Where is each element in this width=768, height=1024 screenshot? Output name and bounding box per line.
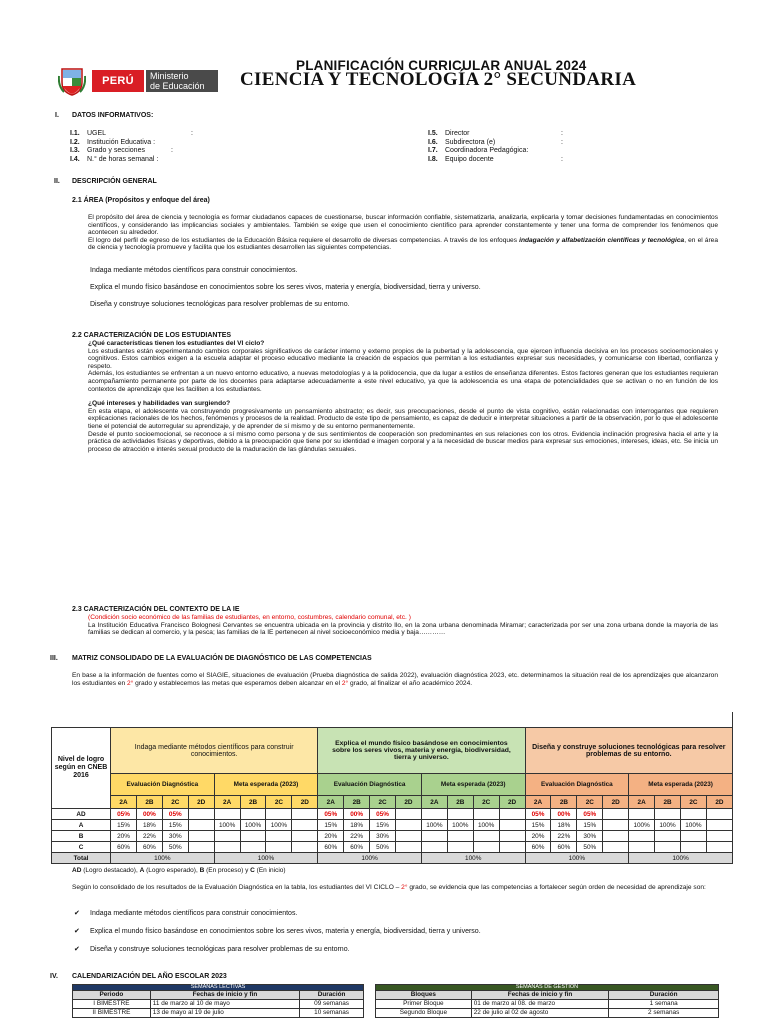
value-cell [655, 842, 681, 853]
value-cell: 100% [421, 820, 447, 831]
legend-text: (En inicio) [254, 867, 286, 874]
value-cell: 22% [344, 831, 370, 842]
value-cell [266, 831, 292, 842]
value-cell: 00% [136, 809, 162, 820]
section-1-number: I. [55, 112, 59, 119]
value-cell: 22% [136, 831, 162, 842]
value-cell [214, 809, 240, 820]
value-cell: 50% [370, 842, 396, 853]
value-cell [396, 831, 422, 842]
gestion-header-row [376, 991, 719, 1000]
value-cell: 30% [370, 831, 396, 842]
subsection-2-3-title: 2.3 CARACTERIZACIÓN DEL CONTEXTO DE LA IE [72, 606, 240, 613]
value-cell: 60% [551, 842, 577, 853]
value-cell [680, 831, 706, 842]
value-cell: 30% [577, 831, 603, 842]
section-cell: 2C [266, 796, 292, 809]
dato-num: I.3. [70, 147, 80, 154]
level-legend [72, 867, 286, 875]
area-p2-text-end: , en el área de ciencia y tecnología promueve y facilita que los estudiantes desarrollen las siguientes competencias. [88, 236, 718, 252]
legend-text: (Logro destacado), [81, 867, 140, 874]
value-cell: 15% [577, 820, 603, 831]
list-item [72, 267, 712, 284]
dato-row [70, 130, 330, 139]
value-cell: 18% [136, 820, 162, 831]
matriz-intro [72, 672, 718, 687]
section-cell: 2D [188, 796, 214, 809]
check-icon: ✔ [74, 946, 80, 953]
dato-label: Subdirectora (e) [445, 138, 496, 146]
section-cell: 2A [111, 796, 137, 809]
table-row [52, 831, 733, 842]
fecha-cell: 11 de marzo al 10 de mayo [150, 1000, 299, 1009]
value-cell [603, 831, 629, 842]
competencia-text: Explica el mundo físico basándose en conocimientos sobre los seres vivos, materia y energía, biodiversidad, tierra y universo. [90, 284, 481, 291]
value-cell [447, 831, 473, 842]
col-header: Bloques [376, 991, 472, 1000]
value-cell: 60% [344, 842, 370, 853]
value-cell: 20% [111, 831, 137, 842]
value-cell: 50% [162, 842, 188, 853]
estudiantes-paragraph-2: Además, los estudiantes se enfrentan a un nuevo entorno educativo, a nuevas metodologías y a la polidocencia, que da lugar a estilos de enseñanza diferentes. Estos factores generan que los estudiantes requieran acompañamiento permanente por parte de los docentes para adaptarse adecuadamente a este nivel educativo, ya que la adolescencia es una etapa de potencialidades que se activan o no en función de los contextos de aprendizaje que les faciliten a los estudiantes. [88, 370, 718, 393]
list-item [74, 928, 714, 946]
value-cell: 20% [525, 831, 551, 842]
value-cell [680, 809, 706, 820]
value-cell [603, 842, 629, 853]
eval-header: Evaluación Diagnóstica [318, 774, 422, 796]
value-cell: 00% [344, 809, 370, 820]
area-p2-emphasis: indagación y alfabetización científicas y tecnológica [519, 236, 685, 244]
duracion-cell: 10 semanas [300, 1009, 364, 1018]
value-cell: 18% [551, 820, 577, 831]
dato-label: Institución Educativa : [87, 138, 156, 146]
gestion-table [375, 984, 719, 1018]
value-cell [706, 809, 732, 820]
value-cell: 30% [162, 831, 188, 842]
value-cell: 60% [318, 842, 344, 853]
ministry-line1: Ministerio [150, 71, 189, 81]
section-cell: 2B [655, 796, 681, 809]
question-1: ¿Qué características tienen los estudiantes del VI ciclo? [88, 340, 265, 347]
value-cell [447, 809, 473, 820]
consolidado-text-1: Según lo consolidado de los resultados de la Evaluación Diagnóstica en la tabla, los estudiantes del VI CICLO – [72, 884, 402, 891]
value-cell: 15% [525, 820, 551, 831]
value-cell [473, 831, 499, 842]
section-3-number: III. [50, 655, 58, 662]
dato-label: Coordinadora Pedagógica: [445, 147, 529, 154]
competencia-text: Explica el mundo físico basándose en conocimientos sobre los seres vivos, materia y energía, biodiversidad, tierra y universo. [90, 928, 481, 935]
datos-right [428, 130, 628, 164]
value-cell [240, 842, 266, 853]
legend-text: (En proceso) y [204, 867, 251, 874]
dato-row [428, 156, 628, 165]
level-cell: AD [52, 809, 111, 820]
fecha-cell: 13 de mayo al 19 de julio [150, 1009, 299, 1018]
table-row [376, 1000, 719, 1009]
total-value: 100% [525, 853, 629, 864]
section-cell: 2A [629, 796, 655, 809]
section-4-title: CALENDARIZACIÓN DEL AÑO ESCOLAR 2023 [72, 973, 227, 980]
value-cell [240, 831, 266, 842]
intereses-paragraph-2: Desde el punto socioemocional, se reconoce a sí mismo como persona y de sus sentimientos de cooperación son predominantes en sus relaciones con los otros. Evidencia inclinación progresiva hacia el arte y la práctica de actividades físicas y deportivas, debido a la preocupación que tiene por su identidad e imagen corporal y a la necesidad de buscar medios para expresar sus emociones, intereses, ideas, etc. Se inicia un proceso de atracción e interés sexual producto de la maduración de las glándulas sexuales. [88, 430, 718, 453]
value-cell [188, 820, 214, 831]
value-cell [240, 809, 266, 820]
section-cell: 2D [706, 796, 732, 809]
value-cell [499, 831, 525, 842]
section-cell: 2C [680, 796, 706, 809]
section-cell: 2D [499, 796, 525, 809]
periodo-cell: I BIMESTRE [73, 1000, 151, 1009]
value-cell: 00% [551, 809, 577, 820]
value-cell [292, 820, 318, 831]
level-cell: C [52, 842, 111, 853]
table-row [52, 809, 733, 820]
peru-label: PERÚ [92, 70, 144, 92]
list-item [72, 301, 712, 318]
comp-header-explica: Explica el mundo físico basándose en conocimientos sobre los seres vivos, materia y energía, biodiversidad, tierra y universo. [318, 728, 525, 774]
doc-title: CIENCIA Y TECNOLOGÍA 2° SECUNDARIA [240, 69, 637, 90]
total-value: 100% [318, 853, 422, 864]
section-cell: 2A [525, 796, 551, 809]
bullet-icon [72, 301, 90, 318]
section-3-title: MATRIZ CONSOLIDADO DE LA EVALUACIÓN DE DIAGNÓSTICO DE LAS COMPETENCIAS [72, 655, 372, 662]
value-cell [214, 842, 240, 853]
level-cell: A [52, 820, 111, 831]
value-cell: 05% [577, 809, 603, 820]
doc-subtitle: PLANIFICACIÓN CURRICULAR ANUAL 2024 [296, 58, 587, 73]
table-row [52, 842, 733, 853]
duracion-cell: 1 semana [609, 1000, 719, 1009]
list-item [74, 910, 714, 928]
grade-highlight: 2° [127, 679, 134, 687]
datos-left [70, 130, 330, 164]
table-row [73, 1000, 364, 1009]
value-cell [499, 809, 525, 820]
value-cell [396, 842, 422, 853]
dato-row [428, 130, 628, 139]
value-cell [629, 842, 655, 853]
dato-label: Grado y secciones [87, 147, 145, 154]
value-cell [292, 831, 318, 842]
dato-label: Director [445, 130, 470, 137]
matriz-intro-paragraph [72, 672, 718, 687]
section-cell: 2C [162, 796, 188, 809]
subsection-2-2-title: 2.2 CARACTERIZACIÓN DE LOS ESTUDIANTES [72, 332, 232, 339]
section-cell: 2B [551, 796, 577, 809]
col-header: Fechas de inicio y fin [150, 991, 299, 1000]
level-cell: B [52, 831, 111, 842]
table-row [52, 820, 733, 831]
consolidado-text [72, 884, 718, 892]
list-item [72, 284, 712, 301]
gestion-title: SEMANAS DE GESTIÓN [376, 985, 719, 991]
contexto-note: (Condición socio económico de las familias de estudiantes, en entorno, costumbres, calendario comunal, etc. ) [88, 614, 411, 621]
dato-row [70, 156, 330, 165]
value-cell [421, 809, 447, 820]
dato-label: UGEL [87, 130, 107, 137]
value-cell: 05% [370, 809, 396, 820]
table-edge-mark [732, 712, 733, 728]
value-cell [292, 809, 318, 820]
value-cell [499, 820, 525, 831]
value-cell: 05% [162, 809, 188, 820]
table-row [73, 1009, 364, 1018]
value-cell [188, 809, 214, 820]
sections-row [52, 796, 733, 809]
section-2-title: DESCRIPCIÓN GENERAL [72, 178, 157, 185]
value-cell [706, 820, 732, 831]
competencia-text: Indaga mediante métodos científicos para construir conocimientos. [90, 910, 298, 917]
minedu-logo [58, 64, 218, 98]
section-cell: 2A [214, 796, 240, 809]
dato-colon: : [171, 147, 173, 154]
consolidado-paragraph [72, 884, 718, 892]
value-cell [214, 831, 240, 842]
lectivas-header-row [73, 991, 364, 1000]
value-cell: 18% [344, 820, 370, 831]
section-cell: 2B [136, 796, 162, 809]
subsection-2-1-title: 2.1 ÁREA (Propósitos y enfoque del área) [72, 197, 210, 204]
value-cell [655, 831, 681, 842]
value-cell [421, 831, 447, 842]
matriz-intro-text-3: grado, al finalizar el año académico 2024. [348, 679, 473, 687]
lectivas-table [72, 984, 364, 1018]
value-cell [188, 831, 214, 842]
value-cell [629, 809, 655, 820]
contexto-description [88, 614, 718, 637]
value-cell [680, 842, 706, 853]
value-cell [499, 842, 525, 853]
value-cell [706, 842, 732, 853]
dato-row [428, 139, 628, 148]
competencia-text: Diseña y construye soluciones tecnológicas para resolver problemas de su entorno. [90, 946, 350, 953]
fecha-cell: 01 de marzo al 08. de marzo [471, 1000, 609, 1009]
grade-highlight: 2° [341, 679, 349, 687]
check-icon: ✔ [74, 910, 80, 917]
value-cell [473, 842, 499, 853]
dato-colon: : [561, 130, 563, 137]
value-cell [396, 820, 422, 831]
value-cell [447, 842, 473, 853]
legend-key: AD [72, 867, 82, 874]
value-cell: 100% [214, 820, 240, 831]
value-cell: 15% [111, 820, 137, 831]
consolidado-text-2: grado, se evidencia que las competencias a fortalecer según orden de necesidad de aprendizaje son: [407, 884, 706, 891]
dato-num: I.1. [70, 130, 80, 137]
section-cell: 2B [240, 796, 266, 809]
value-cell [292, 842, 318, 853]
value-cell: 100% [266, 820, 292, 831]
matriz-intro-text: En base a la información de fuentes como el SIAGIE, situaciones de evaluación (Prueba diagnóstica de salida 2022), evaluación diagnóstica 2023, etc. determinamos la situación real de los aprendizajes que alcanzaron los estudiantes en [72, 672, 718, 687]
value-cell: 60% [136, 842, 162, 853]
eval-header: Evaluación Diagnóstica [111, 774, 215, 796]
total-value: 100% [421, 853, 525, 864]
value-cell [396, 809, 422, 820]
total-value: 100% [629, 853, 733, 864]
value-cell: 100% [240, 820, 266, 831]
value-cell: 05% [525, 809, 551, 820]
area-p2-text: El logro del perfil de egreso de los estudiantes de la Educación Básica requiere el desarrollo de diversas competencias. A través de los enfoques [88, 236, 520, 244]
value-cell: 60% [111, 842, 137, 853]
duracion-cell: 2 semanas [609, 1009, 719, 1018]
bloque-cell: Segundo Bloque [376, 1009, 472, 1018]
table-row [376, 1009, 719, 1018]
value-cell: 05% [111, 809, 137, 820]
fecha-cell: 22 de julio al 02 de agosto [471, 1009, 609, 1018]
section-cell: 2B [344, 796, 370, 809]
value-cell [706, 831, 732, 842]
competencia-text: Indaga mediante métodos científicos para construir conocimientos. [90, 267, 298, 274]
value-cell: 100% [447, 820, 473, 831]
dato-colon: : [561, 138, 563, 146]
duracion-cell: 09 semanas [300, 1000, 364, 1009]
competencia-text: Diseña y construye soluciones tecnológicas para resolver problemas de su entorno. [90, 301, 350, 308]
bloque-cell: Primer Bloque [376, 1000, 472, 1009]
total-row [52, 853, 733, 864]
meta-header: Meta esperada (2023) [421, 774, 525, 796]
dato-colon: : [561, 155, 563, 163]
legend-key: C [250, 867, 255, 874]
col-header: Duración [300, 991, 364, 1000]
area-description [88, 214, 718, 252]
legend-text: (Logro esperado), [144, 867, 200, 874]
grade-highlight: 2° [401, 884, 408, 891]
value-cell [473, 809, 499, 820]
dato-num: I.6. [428, 138, 438, 146]
value-cell: 100% [655, 820, 681, 831]
dato-row [70, 139, 330, 148]
periodo-cell: II BIMESTRE [73, 1009, 151, 1018]
dato-num: I.4. [70, 155, 80, 163]
estudiantes-description [88, 340, 718, 453]
list-item [74, 946, 714, 964]
value-cell [603, 809, 629, 820]
peru-shield-icon [58, 66, 86, 96]
dato-label: Equipo docente [445, 155, 494, 163]
section-cell: 2C [370, 796, 396, 809]
ministry-line2: de Educación [150, 80, 205, 91]
dato-label: N.° de horas semanal : [87, 155, 159, 163]
prioridades-list [74, 910, 714, 964]
section-cell: 2A [421, 796, 447, 809]
col-header: Duración [609, 991, 719, 1000]
dato-colon: : [191, 130, 193, 137]
value-cell [266, 809, 292, 820]
area-paragraph-1: El propósito del área de ciencia y tecnología es formar ciudadanos capaces de cuestionarse, buscar información confiable, sistematizarla, analizarla, explicarla y tomar decisiones fundamentadas en conocimientos científicos, y considerando las implicancias sociales y ambientales. También se exige que usen el conocimiento científico para aprender constantemente y tener una forma de comprender los fenómenos que acontecen su alrededor. [88, 214, 718, 237]
legend-key: A [139, 867, 145, 874]
diagnostic-table [51, 727, 733, 864]
table-subheader-row [52, 774, 733, 796]
dato-num: I.5. [428, 130, 438, 137]
level-header: Nivel de logro según en CNEB 2016 [52, 728, 111, 809]
dato-row [70, 147, 330, 156]
dato-num: I.8. [428, 155, 438, 163]
value-cell [421, 842, 447, 853]
section-cell: 2D [603, 796, 629, 809]
dato-num: I.7. [428, 147, 438, 154]
dato-row [428, 147, 628, 156]
value-cell [266, 842, 292, 853]
total-value: 100% [111, 853, 215, 864]
area-paragraph-2 [88, 237, 718, 252]
section-1-title: DATOS INFORMATIVOS: [72, 112, 154, 119]
meta-header: Meta esperada (2023) [214, 774, 318, 796]
value-cell: 100% [629, 820, 655, 831]
section-cell: 2B [447, 796, 473, 809]
intereses-paragraph-1: En esta etapa, el adolescente va construyendo progresivamente un pensamiento abstracto; es decir, sus preocupaciones, desde el punto de vista cognitivo, están relacionadas con interrogantes que requieren explicaciones racionales de los hechos, fenómenos y procesos de la realidad. Producto de este tipo de pensamiento, es capaz de deducir e interpretar situaciones a partir de la observación, por lo que el adolescente tiene el potencial de autorregular su aprendizaje, y de aprender de sí mismo y de su entorno permanentemente. [88, 407, 718, 430]
check-icon: ✔ [74, 928, 80, 935]
contexto-paragraph: La Institución Educativa Francisco Bolognesi Cervantes se encuentra ubicada en la provincia y distrito Ilo, en la zona urbana denominada Miramar; caracterizada por ser una zona urbana donde la mayoría de las familias se dedican al comercio, y la pesca; las familias de la IE pertenecen al nivel socioeconómico media y baja………… [88, 621, 718, 637]
comp-header-indaga: Indaga mediante métodos científicos para construir conocimientos. [111, 728, 318, 774]
total-label: Total [52, 853, 111, 864]
value-cell: 60% [525, 842, 551, 853]
value-cell: 22% [551, 831, 577, 842]
estudiantes-paragraph-1: Los estudiantes están experimentando cambios corporales significativos de carácter interno y externo propios de la pubertad y la adolescencia, que ejercen influencia decisiva en los procesos socioemocionales y cognitivos. Estos cambios exigen a la escuela adaptar el proceso educativo mediante la creación de espacios que permitan a los estudiantes expresar sus necesidades, y comunicarse con libertad, confianza y respeto. [88, 347, 718, 370]
value-cell: 20% [318, 831, 344, 842]
value-cell: 15% [318, 820, 344, 831]
bullet-icon [72, 284, 90, 301]
matriz-intro-text-2: grado y establecemos las metas que esperamos deben alcanzar en el [133, 679, 342, 687]
section-cell: 2D [396, 796, 422, 809]
total-value: 100% [214, 853, 318, 864]
value-cell: 15% [162, 820, 188, 831]
value-cell: 100% [680, 820, 706, 831]
section-cell: 2C [577, 796, 603, 809]
value-cell [188, 842, 214, 853]
section-4-number: IV. [50, 973, 58, 980]
question-2: ¿Qué intereses y habilidades van surgiendo? [88, 400, 231, 408]
value-cell [603, 820, 629, 831]
section-2-number: II. [54, 178, 60, 185]
value-cell: 50% [577, 842, 603, 853]
section-cell: 2A [318, 796, 344, 809]
dato-num: I.2. [70, 138, 80, 146]
lectivas-title: SEMANAS LECTIVAS [73, 985, 364, 991]
section-cell: 2C [473, 796, 499, 809]
col-header: Fechas de inicio y fin [471, 991, 609, 1000]
bullet-icon [72, 267, 90, 284]
value-cell [629, 831, 655, 842]
value-cell: 15% [370, 820, 396, 831]
ministry-label [146, 70, 218, 92]
table-header-row [52, 728, 733, 774]
section-cell: 2D [292, 796, 318, 809]
eval-header: Evaluación Diagnóstica [525, 774, 629, 796]
legend-key: B [199, 867, 205, 874]
meta-header: Meta esperada (2023) [629, 774, 733, 796]
comp-header-disena: Diseña y construye soluciones tecnológicas para resolver problemas de su entorno. [525, 728, 732, 774]
value-cell: 05% [318, 809, 344, 820]
col-header: Periodo [73, 991, 151, 1000]
value-cell: 100% [473, 820, 499, 831]
competencias-list [72, 267, 712, 318]
value-cell [655, 809, 681, 820]
